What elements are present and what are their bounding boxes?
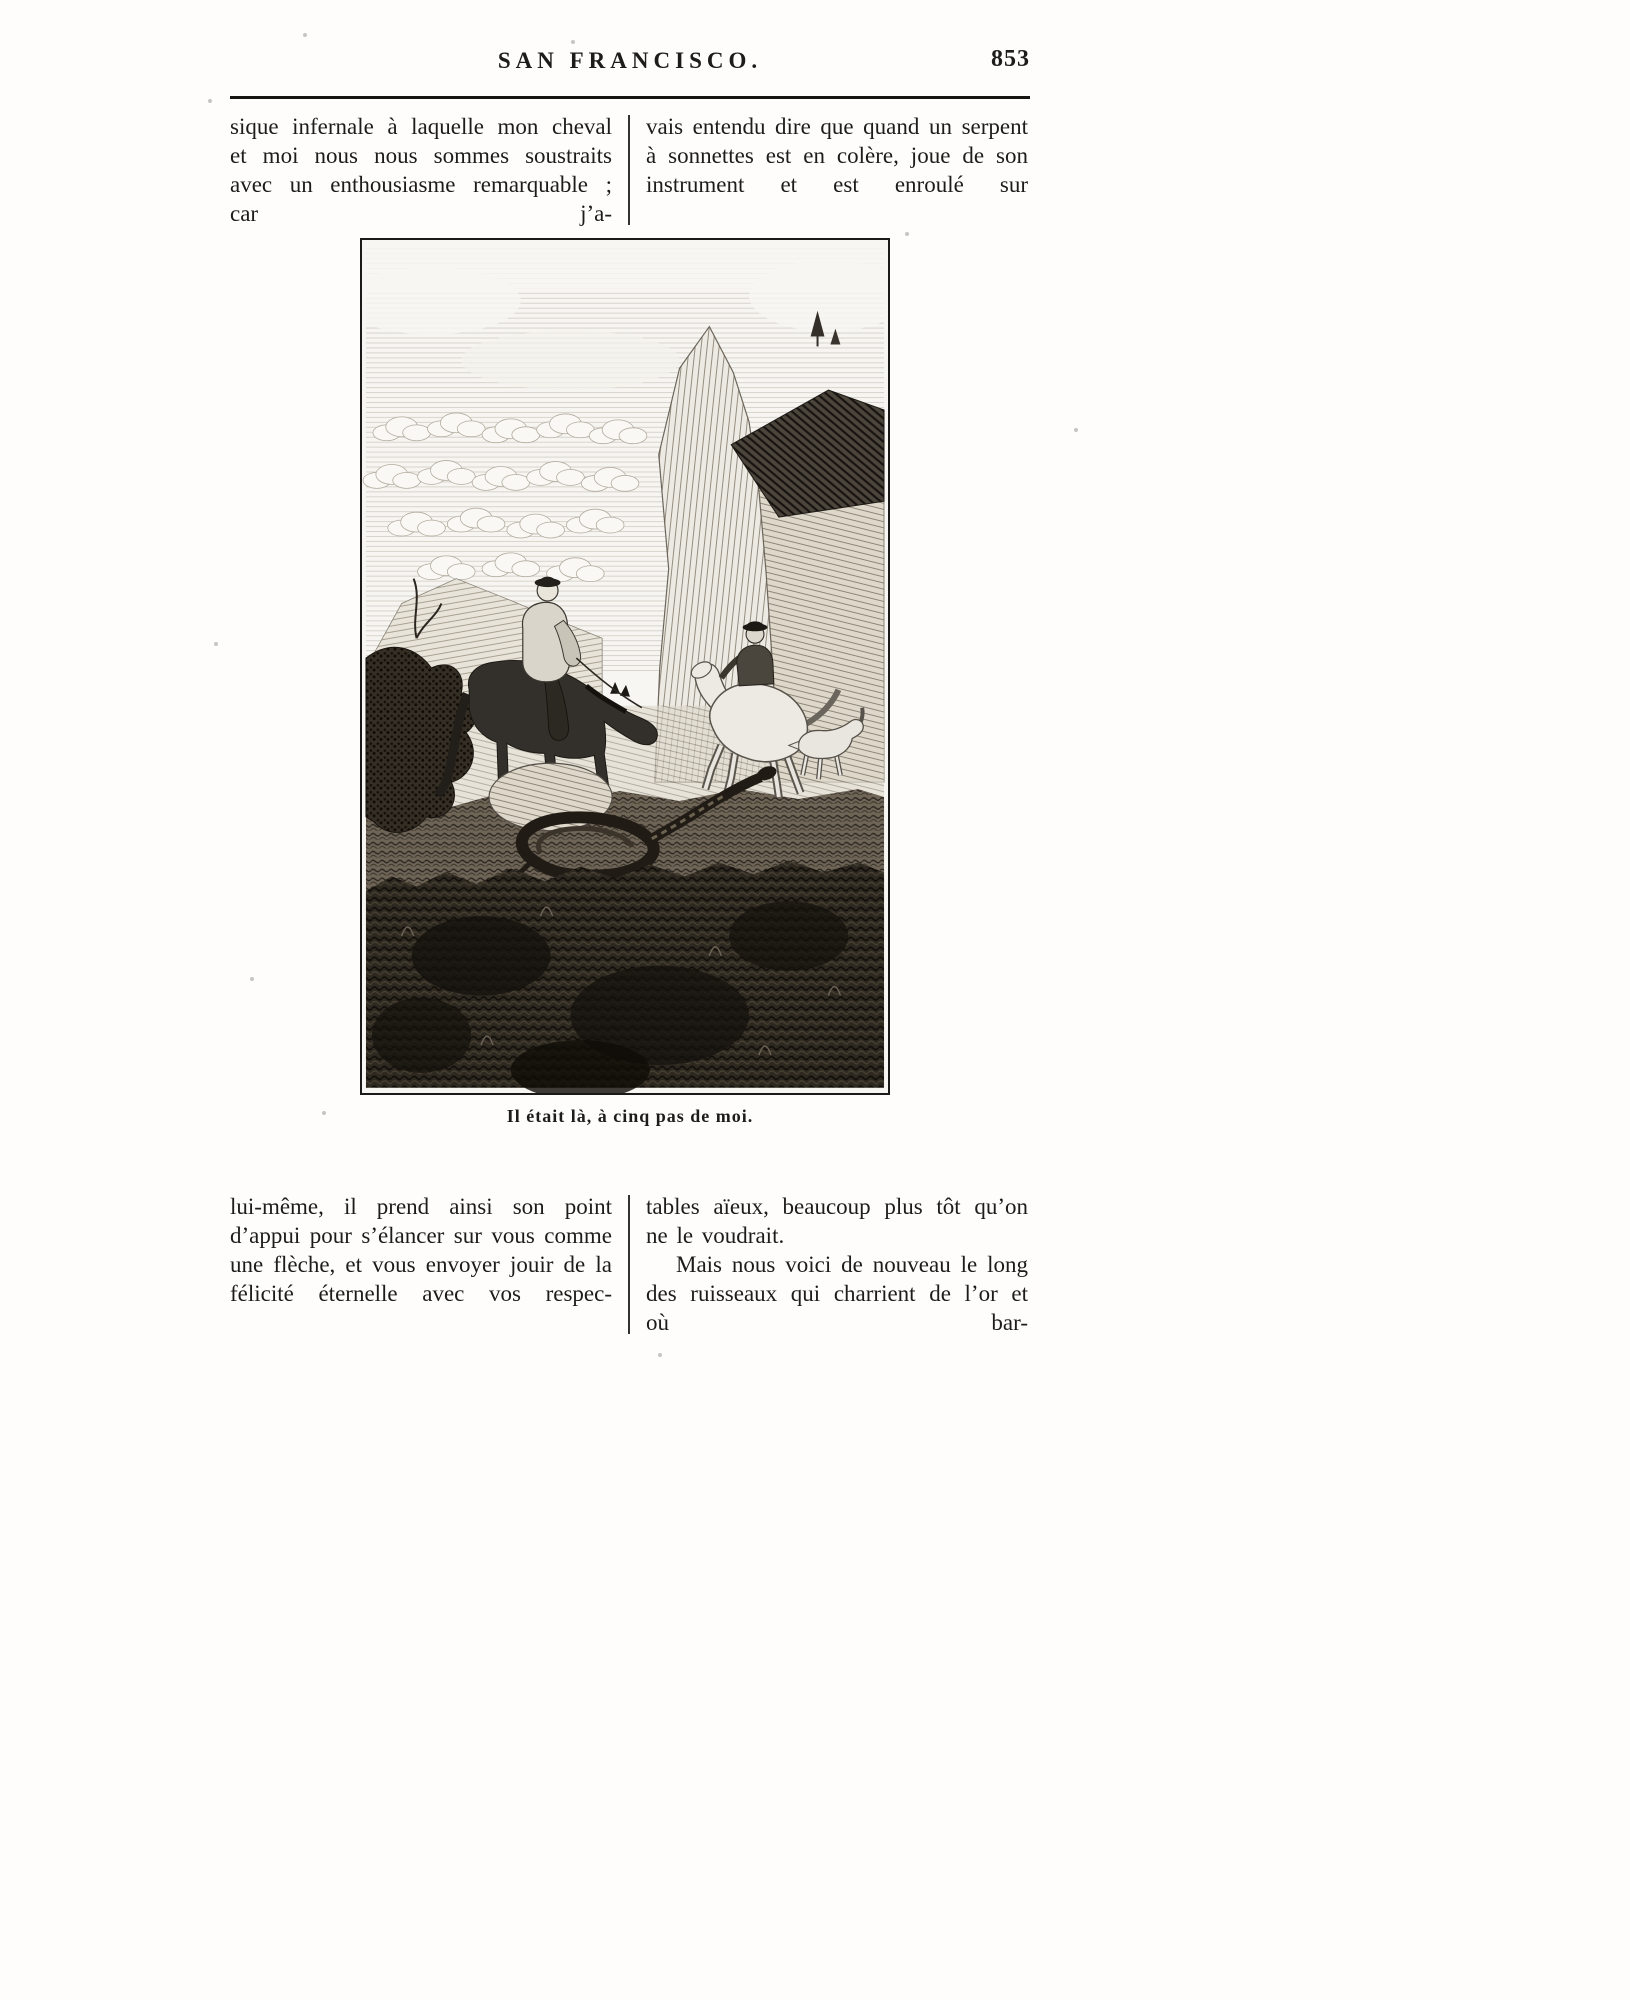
running-title: SAN FRANCISCO. [497,48,763,73]
top-left-paragraph: sique infernale à laquelle mon cheval et moi nous nous sommes soustraits avec un enthousiasme remarquable ; car j’a- [230,114,612,226]
column-divider-bottom [628,1195,630,1334]
foreground [366,861,884,1093]
bottom-left-paragraph: lui-même, il prend ainsi son point d’appui pour s’élancer sur vous comme une flèche, et vous envoyer jouir de la félicité éternelle avec vos respec- [230,1194,612,1306]
top-left-column [230,112,612,228]
column-divider-top [628,115,630,225]
bottom-right-column [646,1192,1028,1337]
bottom-left-column [230,1192,612,1337]
engraving-caption: Il était là, à cinq pas de moi. [506,1106,754,1126]
top-right-column [646,112,1028,228]
bottom-text-columns [230,1192,1030,1337]
bottom-right-paragraph-1: tables aïeux, beaucoup plus tôt qu’on ne le voudrait. [646,1194,1028,1248]
bottom-right-paragraph-2: Mais nous voici de nouveau le long des ruisseaux qui charrient de l’or et où bar- [646,1252,1028,1335]
engraving-scene [362,240,888,1093]
page-number: 853 [991,46,1030,72]
header-rule [230,96,1030,99]
top-text-columns [230,112,1030,228]
engraving-illustration [360,238,890,1095]
top-right-paragraph: vais entendu dire que quand un serpent à sonnettes est en colère, joue de son instrument et est enroulé sur [646,114,1028,197]
